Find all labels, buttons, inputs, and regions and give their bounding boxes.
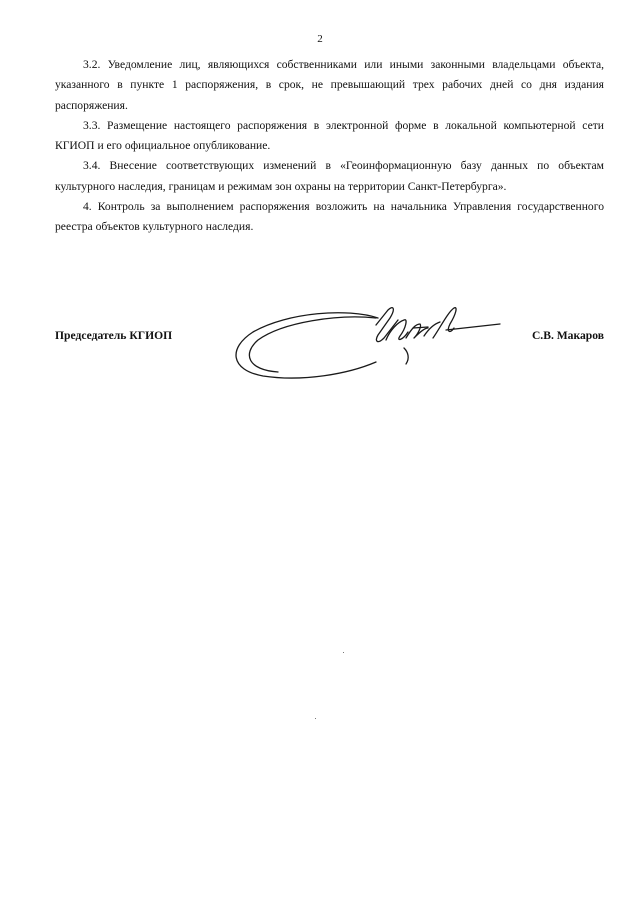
page-number: 2 [317, 33, 323, 45]
paragraph-3-3: 3.3. Размещение настоящего распоряжения в электронной форме в локальной компьютерной сети КГИОП и его официальное опубликование. [55, 118, 604, 153]
signatory-position: Председатель КГИОП [55, 329, 173, 342]
paragraph-3-4: 3.4. Внесение соответствующих изменений в «Геоинформационную базу данных по объектам культурного наследия, границам и режимам зон охраны на территории Санкт-Петербурга». [55, 159, 604, 193]
document-body [55, 55, 604, 238]
paragraph-3-2: 3.2. Уведомление лиц, являющихся собственниками или иными законными владельцами объекта, указанного в пункте 1 распоряжения, в срок, не превышающий трех рабочих дней со дня издания распоряжения. [55, 58, 604, 112]
scan-speck [343, 652, 344, 653]
paragraph-4: 4. Контроль за выполнением распоряжения возложить на начальника Управления государственного реестра объектов культурного наследия. [55, 200, 604, 234]
handwritten-signature [228, 300, 508, 390]
signatory-name: С.В. Макаров [531, 329, 604, 342]
scan-speck [315, 718, 316, 719]
